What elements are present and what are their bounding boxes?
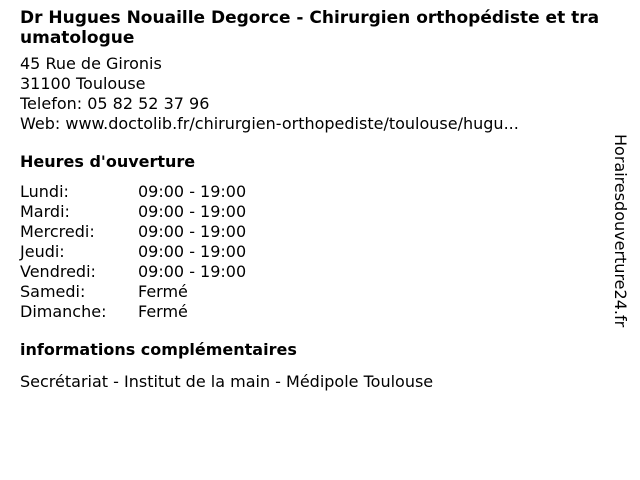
hours-row-wednesday	[20, 222, 610, 242]
day-label: Lundi:	[20, 182, 69, 201]
hours-row-monday	[20, 182, 610, 202]
additional-info-text: Secrétariat - Institut de la main - Médipole Toulouse	[20, 372, 434, 391]
city-postcode: 31100 Toulouse	[20, 74, 146, 93]
hours-row-tuesday	[20, 202, 610, 222]
page-title: Dr Hugues Nouaille Degorce - Chirurgien orthopédiste et traumatologue	[20, 8, 600, 48]
hours-row-sunday	[20, 302, 610, 322]
brand-watermark: Horairesdouverture24.fr	[611, 134, 630, 328]
day-label: Vendredi:	[20, 262, 96, 281]
time-value: 09:00 - 19:00	[138, 182, 247, 201]
opening-hours-heading: Heures d'ouverture	[20, 152, 196, 171]
additional-info-heading: informations complémentaires	[20, 340, 297, 359]
time-value: Fermé	[138, 282, 188, 301]
day-label: Jeudi:	[20, 242, 65, 261]
hours-row-thursday	[20, 242, 610, 262]
time-value: 09:00 - 19:00	[138, 242, 247, 261]
day-label: Samedi:	[20, 282, 86, 301]
day-label: Mercredi:	[20, 222, 95, 241]
opening-hours-table	[20, 182, 610, 322]
phone-number: Telefon: 05 82 52 37 96	[20, 94, 210, 113]
hours-row-saturday	[20, 282, 610, 302]
website-link[interactable]: Web: www.doctolib.fr/chirurgien-orthopediste/toulouse/hugu...	[20, 114, 519, 133]
hours-row-friday	[20, 262, 610, 282]
day-label: Mardi:	[20, 202, 70, 221]
time-value: Fermé	[138, 302, 188, 321]
time-value: 09:00 - 19:00	[138, 202, 247, 221]
day-label: Dimanche:	[20, 302, 107, 321]
time-value: 09:00 - 19:00	[138, 262, 247, 281]
address-block	[20, 54, 610, 134]
listing-card	[20, 8, 610, 392]
time-value: 09:00 - 19:00	[138, 222, 247, 241]
street-address: 45 Rue de Gironis	[20, 54, 162, 73]
